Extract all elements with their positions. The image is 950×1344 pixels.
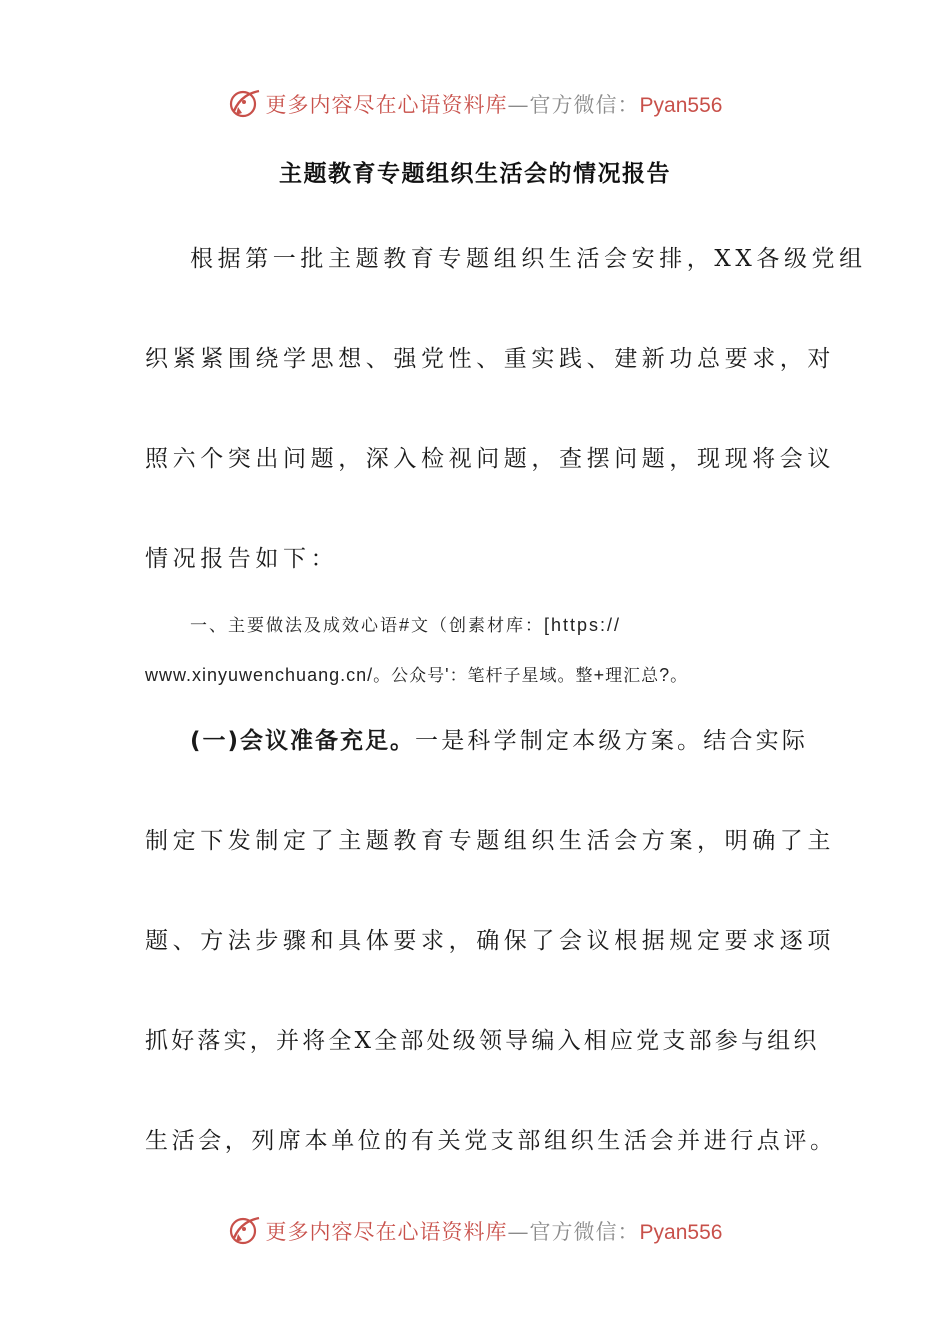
intro-line-1: 根据第一批主题教育专题组织生活会安排，XX各级党组	[190, 246, 867, 272]
body-line-3: 抓好落实，并将全X全部处级领导编入相应党支部参与组织	[145, 1028, 820, 1054]
section-heading-line-1: 一、主要做法及成效心语#文（创素材库：[https://	[190, 615, 622, 636]
wechat-id: Pyan556	[639, 1221, 723, 1244]
body-line-1: 制定下发制定了主题教育专题组织生活会方案，明确了主	[145, 828, 835, 854]
footer-banner	[0, 1211, 950, 1251]
wechat-id: Pyan556	[639, 94, 723, 117]
body-line-4: 生活会，列席本单位的有关党支部组织生活会并进行点评。	[145, 1128, 837, 1154]
header-banner	[0, 84, 950, 124]
pen-nib-logo-icon	[228, 1214, 262, 1248]
url-link: www.xinyuwenchuang.cn/	[145, 665, 374, 685]
section-heading-line-2: www.xinyuwenchuang.cn/。公众号'：笔杆子星域。整+理汇总?。	[145, 665, 689, 686]
header-banner-text: 更多内容尽在心语资料库—官方微信：Pyan556	[265, 93, 723, 117]
footer-banner-text: 更多内容尽在心语资料库—官方微信：Pyan556	[265, 1220, 723, 1244]
body-line-2: 题、方法步骤和具体要求，确保了会议根据规定要求逐项	[145, 928, 835, 954]
pen-nib-logo-icon	[228, 87, 262, 121]
intro-line-4: 情况报告如下：	[145, 546, 339, 572]
intro-line-2: 织紧紧围绕学思想、强党性、重实践、建新功总要求，对	[145, 346, 835, 372]
sub-heading: (一)会议准备充足。	[190, 728, 416, 754]
url-link-start: [https://	[544, 615, 622, 635]
sub-heading-line: (一)会议准备充足。一是科学制定本级方案。结合实际	[190, 728, 809, 754]
document-title: 主题教育专题组织生活会的情况报告	[279, 161, 671, 187]
intro-line-3: 照六个突出问题，深入检视问题，查摆问题，现现将会议	[145, 446, 835, 472]
